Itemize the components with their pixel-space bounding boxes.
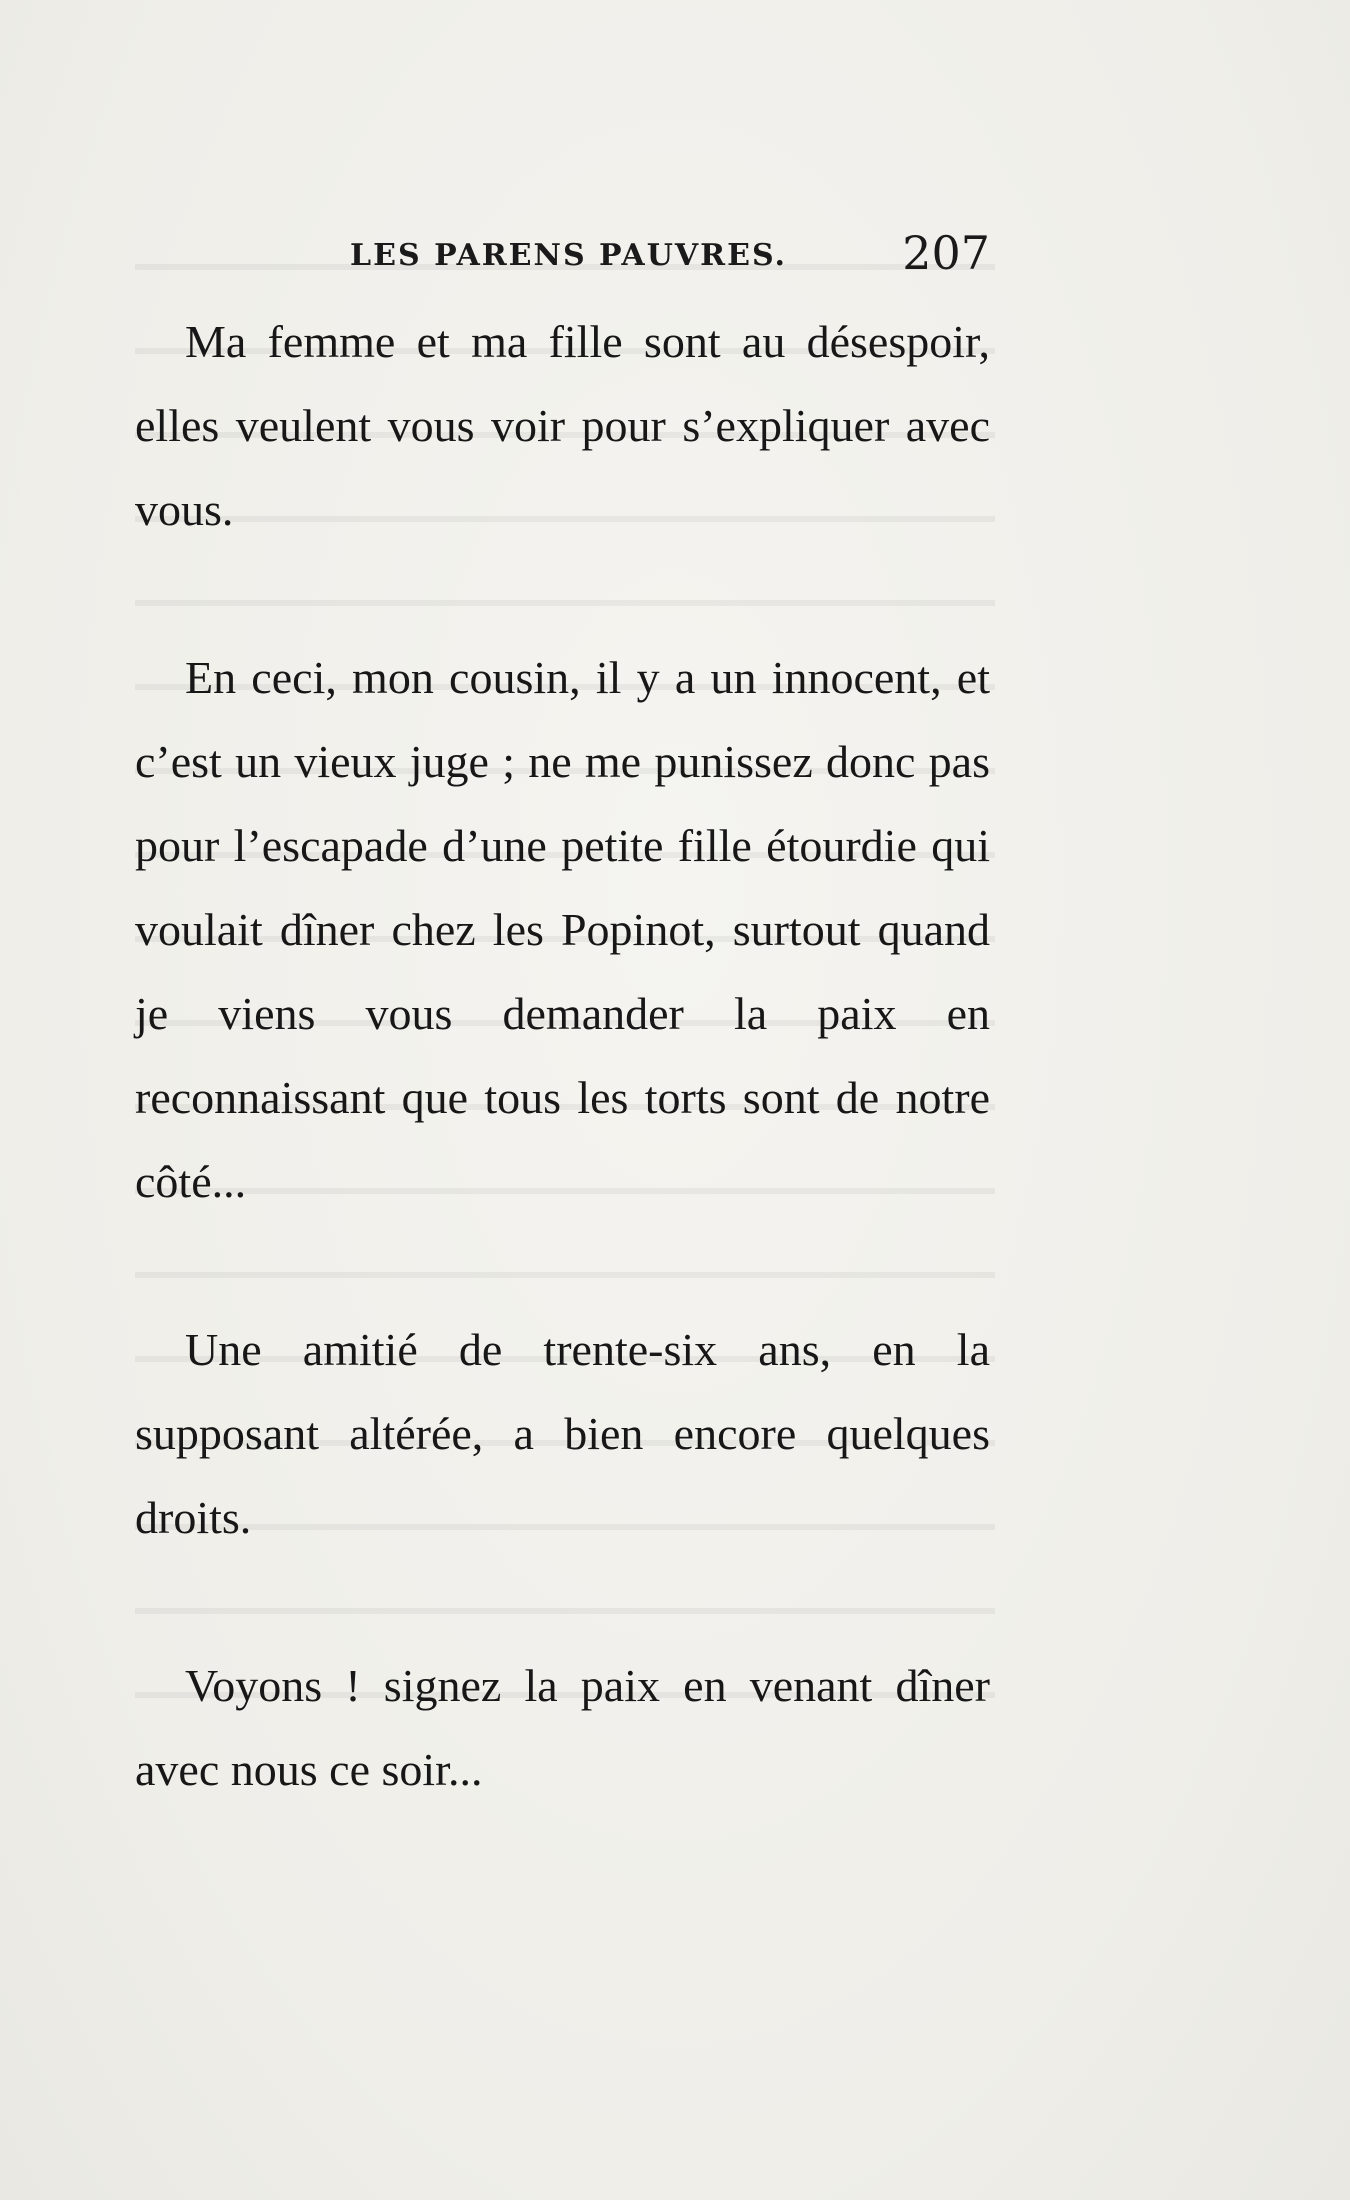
page-header — [135, 220, 990, 280]
paragraph: Ma femme et ma fille sont au désespoir, elles veulent vous voir pour s’expliquer avec vous. — [135, 316, 990, 535]
paragraph: Une amitié de trente-six ans, en la supposant altérée, a bien encore quelques droits. — [135, 1324, 990, 1543]
paragraph: En ceci, mon cousin, il y a un innocent, et c’est un vieux juge ; ne me punissez donc pas pour l’escapade d’une petite fille étourdie qui voulait dîner chez les Popinot, surtout quand je viens vous demander la paix en reconnaissant que tous les torts sont de notre côté... — [135, 652, 990, 1207]
running-title: LES PARENS PAUVRES. — [350, 238, 787, 273]
paragraph: Voyons ! signez la paix en venant dîner avec nous ce soir... — [135, 1660, 990, 1795]
body-text — [135, 300, 990, 1812]
page-number: 207 — [902, 226, 990, 280]
